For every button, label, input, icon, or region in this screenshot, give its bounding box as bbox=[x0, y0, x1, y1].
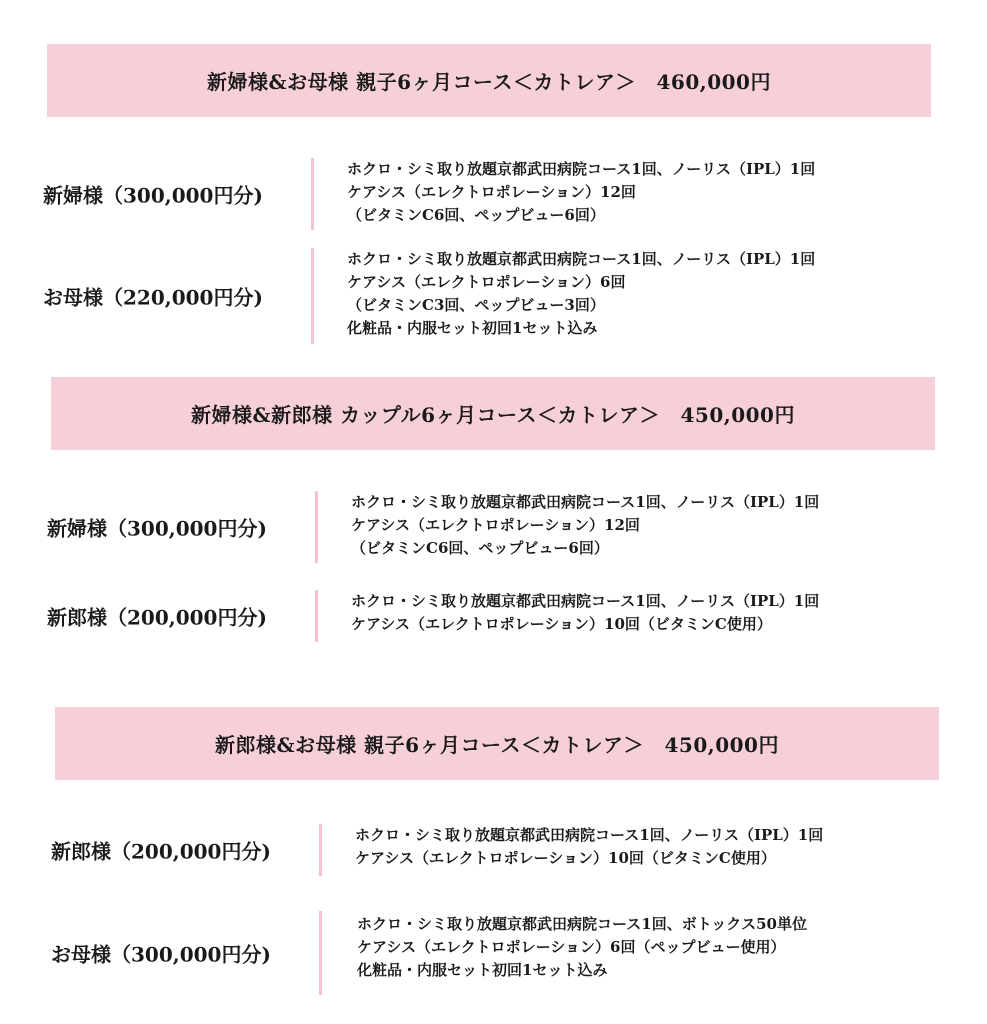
course-banner-2: 新婦様&新郎様 カップル6ヶ月コース＜カトレア＞ 450,000円 bbox=[51, 377, 935, 450]
course-row bbox=[0, 248, 987, 344]
course-banner-3: 新郎様&お母様 親子6ヶ月コース＜カトレア＞ 450,000円 bbox=[55, 707, 939, 780]
detail-line: （ビタミンC6回、ペップビュー6回） bbox=[351, 539, 609, 557]
detail-line: （ビタミンC6回、ペップビュー6回） bbox=[347, 206, 605, 224]
recipient-label: 新婦様（300,000円分) bbox=[43, 183, 263, 208]
detail-line: ケアシス（エレクトロポレーション）10回（ビタミンC使用） bbox=[351, 615, 772, 633]
course-details bbox=[347, 158, 815, 227]
course-row bbox=[0, 158, 987, 230]
detail-line: ケアシス（エレクトロポレーション）6回（ペップビュー使用） bbox=[357, 938, 786, 956]
recipient-label: お母様（220,000円分) bbox=[43, 285, 263, 310]
divider-bar bbox=[315, 491, 318, 563]
detail-line: ケアシス（エレクトロポレーション）6回 bbox=[347, 273, 626, 291]
detail-line: ホクロ・シミ取り放題京都武田病院コース1回、ノーリス（IPL）1回 bbox=[347, 160, 816, 178]
course-details bbox=[351, 590, 819, 636]
detail-line: 化粧品・内服セット初回1セット込み bbox=[357, 961, 608, 979]
course-row bbox=[0, 911, 987, 995]
recipient-label: 新郎様（200,000円分) bbox=[47, 605, 267, 630]
detail-line: ケアシス（エレクトロポレーション）12回 bbox=[351, 516, 640, 534]
course-row bbox=[0, 824, 987, 876]
recipient-label: 新婦様（300,000円分) bbox=[47, 516, 267, 541]
recipient-label: 新郎様（200,000円分) bbox=[51, 839, 271, 864]
course-details bbox=[351, 491, 819, 560]
course-details bbox=[357, 913, 807, 982]
course-banner-1: 新婦様&お母様 親子6ヶ月コース＜カトレア＞ 460,000円 bbox=[47, 44, 931, 117]
detail-line: ホクロ・シミ取り放題京都武田病院コース1回、ノーリス（IPL）1回 bbox=[351, 493, 820, 511]
course-row bbox=[0, 491, 987, 563]
recipient-label: お母様（300,000円分) bbox=[51, 942, 271, 967]
course-details bbox=[347, 248, 815, 340]
course-row bbox=[0, 590, 987, 642]
detail-line: （ビタミンC3回、ペップビュー3回） bbox=[347, 296, 605, 314]
detail-line: ケアシス（エレクトロポレーション）12回 bbox=[347, 183, 636, 201]
detail-line: ホクロ・シミ取り放題京都武田病院コース1回、ノーリス（IPL）1回 bbox=[347, 250, 816, 268]
divider-bar bbox=[311, 248, 314, 344]
detail-line: ホクロ・シミ取り放題京都武田病院コース1回、ノーリス（IPL）1回 bbox=[355, 826, 824, 844]
divider-bar bbox=[311, 158, 314, 230]
course-details bbox=[355, 824, 823, 870]
divider-bar bbox=[319, 911, 322, 995]
detail-line: ケアシス（エレクトロポレーション）10回（ビタミンC使用） bbox=[355, 849, 776, 867]
divider-bar bbox=[315, 590, 318, 642]
divider-bar bbox=[319, 824, 322, 876]
detail-line: 化粧品・内服セット初回1セット込み bbox=[347, 319, 598, 337]
detail-line: ホクロ・シミ取り放題京都武田病院コース1回、ボトックス50単位 bbox=[357, 915, 807, 933]
detail-line: ホクロ・シミ取り放題京都武田病院コース1回、ノーリス（IPL）1回 bbox=[351, 592, 820, 610]
